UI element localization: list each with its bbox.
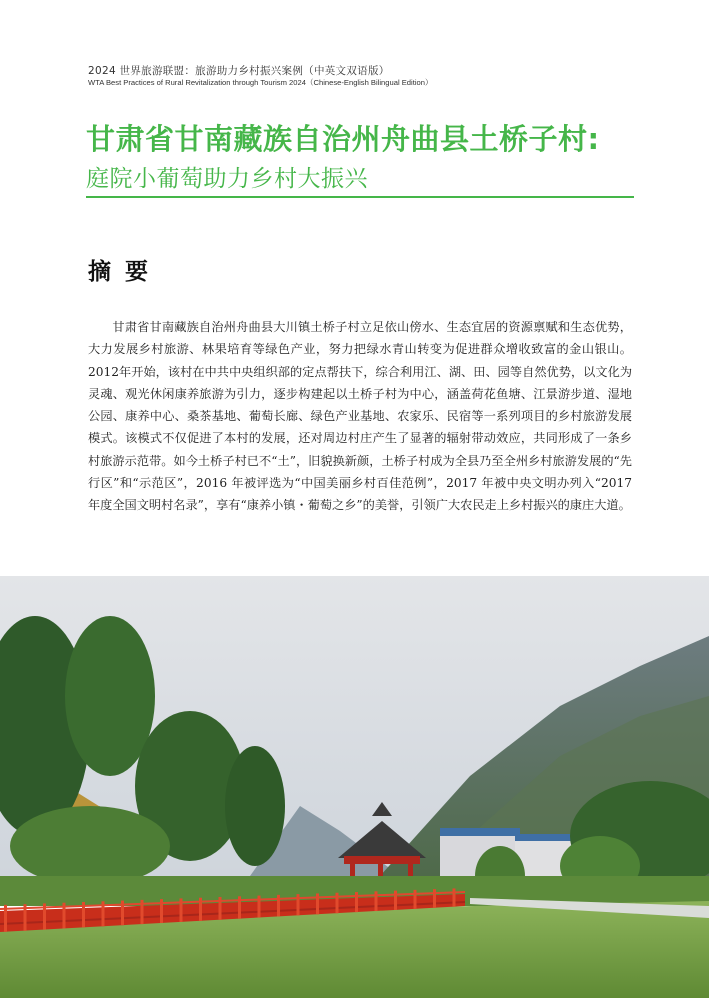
fence-post <box>394 891 397 910</box>
fence-post <box>141 900 144 924</box>
village-landscape-photo <box>0 576 709 998</box>
fence-post <box>336 893 339 914</box>
fence-post <box>375 891 378 911</box>
fence-post <box>4 905 7 932</box>
fence-post <box>258 896 261 918</box>
fence-post <box>238 896 241 918</box>
fence-post <box>414 890 417 909</box>
page-title: 甘肃省甘南藏族自治州舟曲县土桥子村: <box>86 122 600 156</box>
fence-post <box>355 892 358 912</box>
fence-post <box>121 901 124 926</box>
fence-post <box>297 894 300 915</box>
fence-post <box>43 903 46 929</box>
fence-post <box>24 904 27 931</box>
fence-post <box>453 888 456 906</box>
fence-post <box>82 902 85 927</box>
fence-post <box>219 897 222 920</box>
abstract-body: 甘肃省甘南藏族自治州舟曲县大川镇土桥子村立足依山傍水、生态宜居的资源禀赋和生态优势，大力发展乡村旅游、林果培育等绿色产业，努力把绿水青山转变为促进群众增收致富的金山银山。2012年开始，该村在中共中央组织部的定点帮扶下，综合利用江、湖、田、园等自然优势，以文化为灵魂、观光休闲康养旅游为引力，逐步构建起以土桥子村为中心，涵盖荷花鱼塘、江景游步道、湿地公园、康养中心、桑茶基地、葡萄长廊、绿色产业基地、农家乐、民宿等一系列项目的乡村旅游发展模式。该模式不仅促进了本村的发展，还对周边村庄产生了显著的辐射带动效应，共同形成了一条乡村旅游示范带。如今土桥子村已不“土”，旧貌换新颜，土桥子村成为全县乃至全州乡村旅游发展的“先行区”和“示范区”，2016 年被评选为“中国美丽乡村百佳范例”，2017 年被中央文明办列入“2017 年度全国文明村名录”，享有“康养小镇・葡萄之乡”的美誉，引领广大农民走上乡村振兴的康庄大道。 <box>88 320 632 513</box>
fence-post <box>160 899 163 923</box>
fence-post <box>316 893 319 914</box>
fence-post <box>199 898 202 921</box>
page-subtitle: 庭院小葡萄助力乡村大振兴 <box>86 166 368 192</box>
abstract-heading: 摘要 <box>88 258 162 285</box>
running-header-en: WTA Best Practices of Rural Revitalization through Tourism 2024（Chinese-English Bilingual Edition） <box>88 78 433 87</box>
title-divider <box>86 196 634 198</box>
fence-post <box>63 903 66 929</box>
fence-post <box>102 901 105 926</box>
running-header-cn: 2024 世界旅游联盟：旅游助力乡村振兴案例（中英文双语版） <box>88 65 390 77</box>
fence-post <box>277 895 280 917</box>
fence-post <box>180 898 183 922</box>
fence-post <box>433 889 436 908</box>
